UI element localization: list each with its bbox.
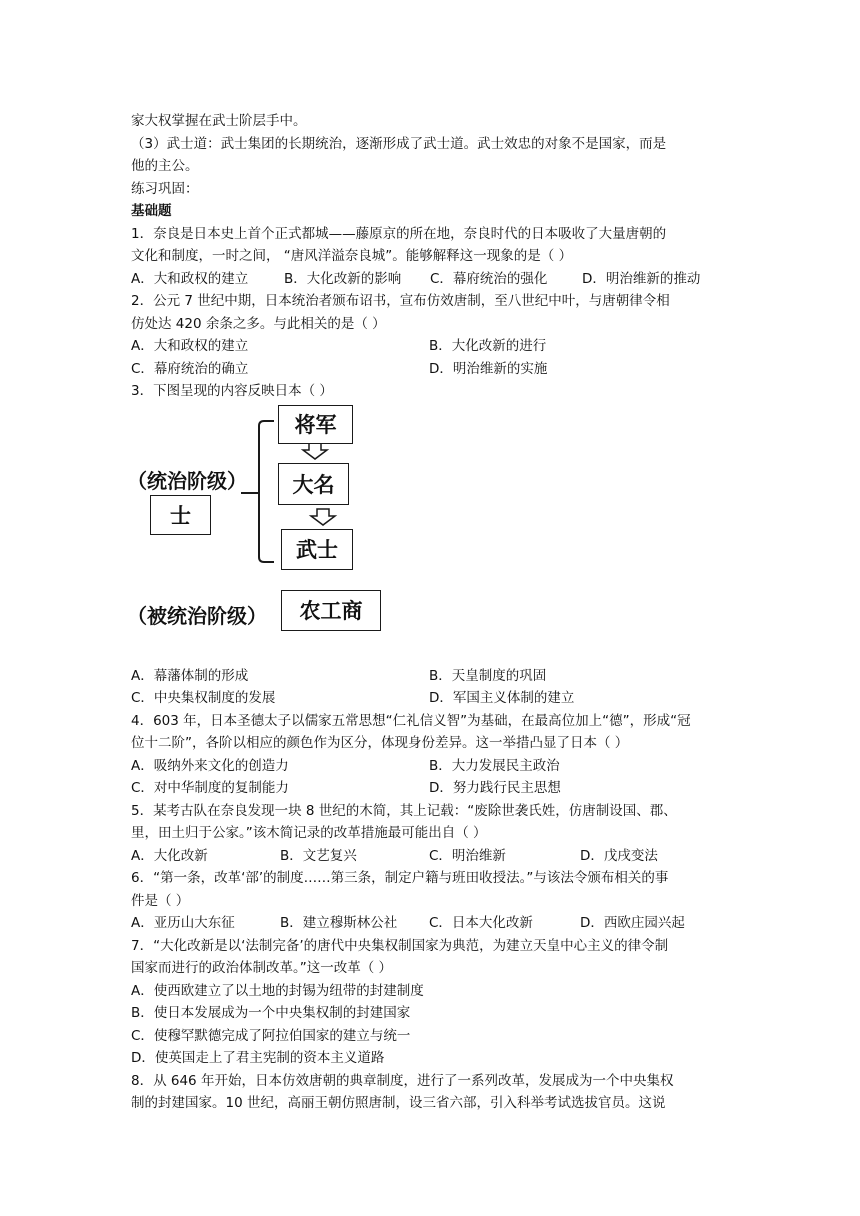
question-3-options [131, 665, 731, 688]
option-c: C．明治维新 [429, 847, 506, 864]
option-a: A．使西欧建立了以土地的封锡为纽带的封建制度 [131, 982, 424, 999]
option-d: D．西欧庄园兴起 [580, 915, 685, 931]
question-6-options [131, 912, 731, 935]
option-a: A．幕藩体制的形成 [131, 667, 249, 684]
hierarchy-diagram [127, 403, 731, 665]
question-5-stem: 里，田土归于公家。”该木简记录的改革措施最可能出自（ ） [131, 825, 487, 841]
question-2-options [131, 335, 731, 358]
option-c: C．使穆罕默德完成了阿拉伯国家的建立与统一 [131, 1027, 411, 1044]
option-b: B．大力发展民主政治 [429, 757, 560, 774]
ruled-class-label: （被统治阶级） [127, 603, 267, 628]
down-arrow-icon [303, 443, 327, 459]
commoners-box: 农工商 [281, 590, 381, 631]
option-c: C．日本大化改新 [429, 915, 533, 931]
option-c: C．中央集权制度的发展 [131, 690, 276, 706]
down-arrow-icon [311, 509, 335, 525]
question-2-stem: 2．公元 7 世纪中期，日本统治者颁布诏书，宣布仿效唐制，至八世纪中叶，与唐朝律令相 [131, 293, 670, 309]
practice-title: 练习巩固： [131, 180, 199, 197]
question-7-stem: 7．“大化改新是以‘法制完备’的唐代中央集权制国家为典范，为建立天皇中心主义的律令制 [131, 937, 669, 954]
section-title: 基础题 [131, 203, 172, 219]
question-1-stem: 1．奈良是日本史上首个正式都城——藤原京的所在地，奈良时代的日本吸收了大量唐朝的 [131, 225, 667, 242]
question-4-stem: 4．603 年，日本圣德太子以儒家五常思想“仁礼信义智”为基础，在最高位加上“德”，形成“冠 [131, 712, 691, 729]
option-a: A．大化改新 [131, 847, 208, 864]
option-d: D．戊戌变法 [580, 847, 658, 864]
intro-line: 他的主公。 [131, 158, 199, 174]
option-b: B．大化改新的进行 [429, 338, 547, 354]
option-d: D．努力践行民主思想 [429, 780, 561, 796]
intro-line: 家大权掌握在武士阶层手中。 [131, 113, 307, 129]
option-d: D．明治维新的实施 [429, 360, 548, 377]
option-a: A．大和政权的建立 [131, 338, 249, 354]
samurai-box: 武士 [281, 529, 353, 570]
shi-box: 士 [150, 495, 211, 535]
question-5-stem: 5．某考古队在奈良发现一块 8 世纪的木简，其上记载：“废除世袭氏姓，仿唐制设国、郡、 [131, 802, 677, 819]
option-d: D．使英国走上了君主宪制的资本主义道路 [131, 1050, 385, 1066]
question-8-stem: 制的封建国家。10 世纪，高丽王朝仿照唐制，设三省六部，引入科举考试选拔官员。这说 [131, 1095, 666, 1111]
ruling-class-label: （统治阶级） [127, 468, 247, 493]
option-b: B．文艺复兴 [280, 847, 357, 864]
option-d: D．军国主义体制的建立 [429, 690, 575, 706]
question-6-stem: 件是（ ） [131, 892, 190, 909]
option-b: B．大化改新的影响 [284, 270, 402, 287]
option-b: B．使日本发展成为一个中央集权制的封建国家 [131, 1005, 411, 1021]
option-d: D．明治维新的推动 [582, 270, 701, 287]
option-c: C．幕府统治的确立 [131, 360, 249, 377]
intro-line: （3）武士道：武士集团的长期统治，逐渐形成了武士道。武士效忠的对象不是国家，而是 [131, 135, 667, 152]
option-b: B．天皇制度的巩固 [429, 667, 547, 684]
question-4-options [131, 755, 731, 778]
document-content [127, 110, 731, 1115]
question-3-stem: 3．下图呈现的内容反映日本（ ） [131, 383, 333, 399]
question-5-options-cont [429, 845, 731, 868]
option-c: C．幕府统治的强化 [430, 270, 548, 287]
option-c: C．对中华制度的复制能力 [131, 780, 289, 796]
shogun-box: 将军 [278, 405, 353, 444]
question-2-options [131, 358, 731, 381]
option-a: A．亚历山大东征 [131, 915, 235, 931]
question-6-stem: 6．“第一条，改革‘部’的制度……第三条，制定户籍与班田收授法。”与该法令颁布相关的事 [131, 870, 669, 886]
option-a: A．大和政权的建立 [131, 270, 249, 287]
question-3-options [131, 687, 731, 710]
question-7-stem: 国家而进行的政治体制改革。”这一改革（ ） [131, 960, 393, 976]
question-4-stem: 位十二阶”，各阶以相应的颜色作为区分，体现身份差异。这一举措凸显了日本（ ） [131, 735, 629, 751]
daimyo-box: 大名 [278, 463, 349, 505]
question-8-stem: 8．从 646 年开始，日本仿效唐朝的典章制度，进行了一系列改革，发展成为一个中央集权 [131, 1072, 674, 1089]
question-1-stem: 文化和制度，一时之间， “唐风洋溢奈良城”。能够解释这一现象的是（ ） [131, 248, 573, 264]
question-2-stem: 仿处达 420 余条之多。与此相关的是（ ） [131, 315, 386, 332]
question-1-options [131, 268, 731, 291]
option-b: B．建立穆斯林公社 [280, 915, 398, 931]
option-a: A．吸纳外来文化的创造力 [131, 757, 289, 774]
question-4-options [131, 777, 731, 800]
